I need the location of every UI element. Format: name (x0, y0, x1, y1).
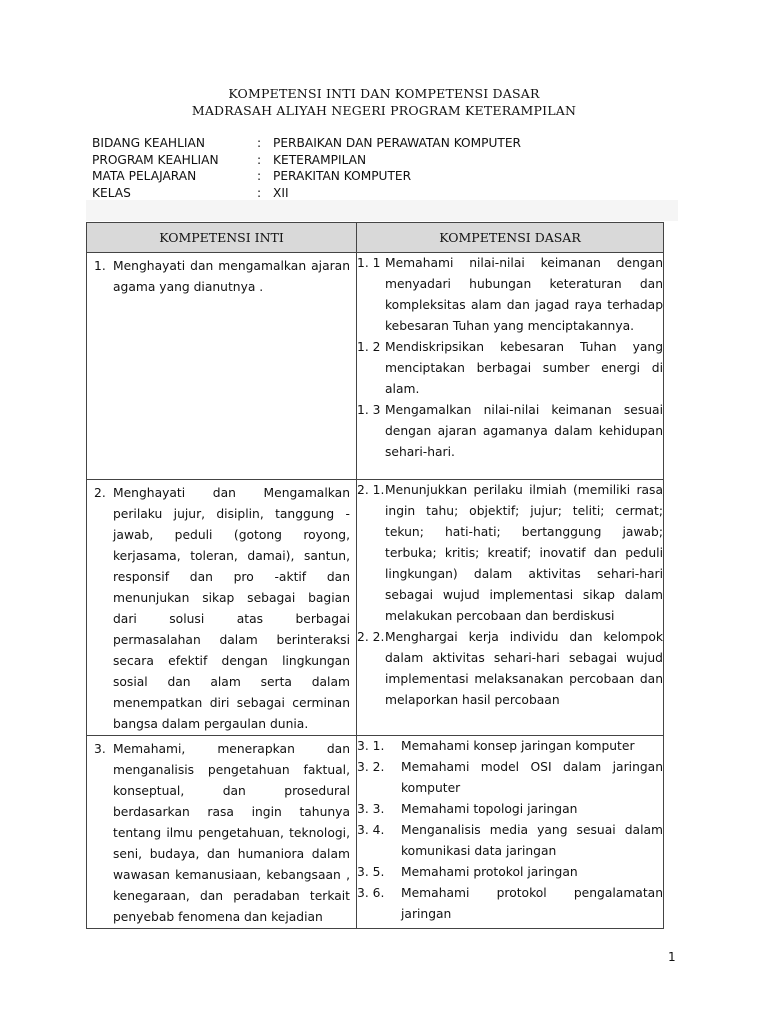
table-row (87, 736, 664, 929)
kd-item (357, 862, 663, 883)
meta-value: PERBAIKAN DAN PERAWATAN KOMPUTER (273, 136, 522, 150)
meta-value: PERAKITAN KOMPUTER (273, 169, 412, 183)
meta-label: KELAS (92, 185, 131, 200)
kd-number: 2. 2. (357, 630, 385, 644)
ki-number: 3. (94, 742, 106, 756)
kd-number: 3. 1. (357, 739, 385, 753)
kd-cell (357, 480, 664, 736)
page-number: 1 (668, 950, 676, 964)
meta-label: MATA PELAJARAN (92, 169, 197, 183)
kd-item (357, 820, 663, 862)
meta-label: PROGRAM KEAHLIAN (92, 152, 219, 167)
competency-table (86, 222, 664, 929)
kd-text: Memahami nilai-nilai keimanan dengan menyadari hubungan keteraturan dan kompleksitas alam dan jagad raya terhadap kebesaran Tuhan yang menciptakannya. (385, 256, 663, 333)
table-row (87, 480, 664, 736)
ki-text: Menghayati dan mengamalkan ajaran agama yang dianutnya . (113, 259, 350, 294)
ki-cell (87, 253, 357, 480)
meta-label: BIDANG KEAHLIAN (92, 136, 205, 150)
meta-value: KETERAMPILAN (273, 152, 367, 167)
ki-text: Memahami, menerapkan dan menganalisis pengetahuan faktual, konseptual, dan prosedural berdasarkan rasa ingin tahunya tentang ilmu pengetahuan, teknologi, seni, budaya, dan humaniora dalam wawasan kemanusiaan, kebangsaan , kenegaraan, dan peradaban terkait penyebab fenomena dan kejadian (113, 742, 350, 924)
ki-cell (87, 736, 357, 929)
kd-number: 3. 5. (357, 865, 385, 879)
kd-text: Menghargai kerja individu dan kelompok dalam aktivitas sehari-hari sebagai wujud implementasi melaksanakan percobaan dan melaporkan hasil percobaan (385, 630, 663, 707)
meta-colon: : (257, 185, 262, 200)
header-kompetensi-dasar: KOMPETENSI DASAR (357, 223, 664, 253)
kd-item (357, 757, 663, 799)
kd-number: 1. 1 (357, 256, 381, 270)
kd-text: Memahami model OSI dalam jaringan komputer (401, 760, 663, 795)
ki-cell (87, 480, 357, 736)
kd-item (357, 253, 663, 337)
kd-item (357, 337, 663, 400)
kd-number: 3. 2. (357, 760, 385, 774)
meta-value: XII (273, 185, 289, 200)
kd-item (357, 400, 663, 463)
kd-item (357, 736, 663, 757)
header-kompetensi-inti: KOMPETENSI INTI (87, 223, 357, 253)
kd-text: Mendiskripsikan kebesaran Tuhan yang menciptakan berbagai sumber energi di alam. (385, 340, 663, 396)
kd-number: 1. 2 (357, 340, 381, 354)
document-subtitle: MADRASAH ALIYAH NEGERI PROGRAM KETERAMPILAN (191, 103, 577, 118)
kd-item (357, 480, 663, 627)
kd-text: Menunjukkan perilaku ilmiah (memiliki rasa ingin tahu; objektif; jujur; teliti; cermat; tekun; hati-hati; bertanggung jawab; terbuka; kritis; kreatif; inovatif dan peduli lingkungan) dalam aktivitas sehari-hari sebagai wujud implementasi sikap dalam melakukan percobaan dan berdiskusi (385, 483, 663, 623)
meta-colon: : (257, 169, 262, 183)
kd-text: Memahami konsep jaringan komputer (401, 739, 635, 753)
shaded-band (86, 200, 678, 221)
kd-text: Memahami topologi jaringan (401, 802, 578, 816)
meta-row-program (92, 152, 521, 169)
kd-number: 2. 1. (357, 483, 385, 497)
kd-text: Mengamalkan nilai-nilai keimanan sesuai dengan ajaran agamanya dalam kehidupan sehari-hari. (385, 403, 663, 459)
kd-text: Memahami protokol jaringan (401, 865, 578, 879)
ki-text: Menghayati dan Mengamalkan perilaku jujur, disiplin, tanggung -jawab, peduli (gotong royong, kerjasama, toleran, damai), santun, responsif dan pro -aktif dan menunjukan sikap sebagai bagian dari solusi atas berbagai permasalahan dalam berinteraksi secara efektif dengan lingkungan sosial dan alam serta dalam menempatkan diri sebagai cerminan bangsa dalam pergaulan dunia. (113, 486, 350, 731)
meta-colon: : (257, 152, 262, 167)
kd-text: Menganalisis media yang sesuai dalam komunikasi data jaringan (401, 823, 663, 858)
kd-item (357, 883, 663, 925)
kd-cell (357, 736, 664, 929)
meta-colon: : (257, 136, 262, 150)
kd-number: 1. 3 (357, 403, 381, 417)
kd-item (357, 799, 663, 820)
ki-number: 1. (94, 259, 106, 273)
meta-block (92, 135, 521, 201)
ki-number: 2. (94, 486, 106, 500)
table-header-row (87, 223, 664, 253)
meta-row-kelas (92, 185, 521, 202)
document-title: KOMPETENSI INTI DAN KOMPETENSI DASAR (228, 86, 540, 101)
kd-cell (357, 253, 664, 480)
meta-row-bidang (92, 135, 521, 152)
kd-number: 3. 6. (357, 886, 385, 900)
kd-number: 3. 4. (357, 823, 385, 837)
table-row (87, 253, 664, 480)
kd-item (357, 627, 663, 711)
kd-number: 3. 3. (357, 802, 385, 816)
meta-row-mapel (92, 168, 521, 185)
kd-text: Memahami protokol pengalamatan jaringan (401, 886, 663, 921)
